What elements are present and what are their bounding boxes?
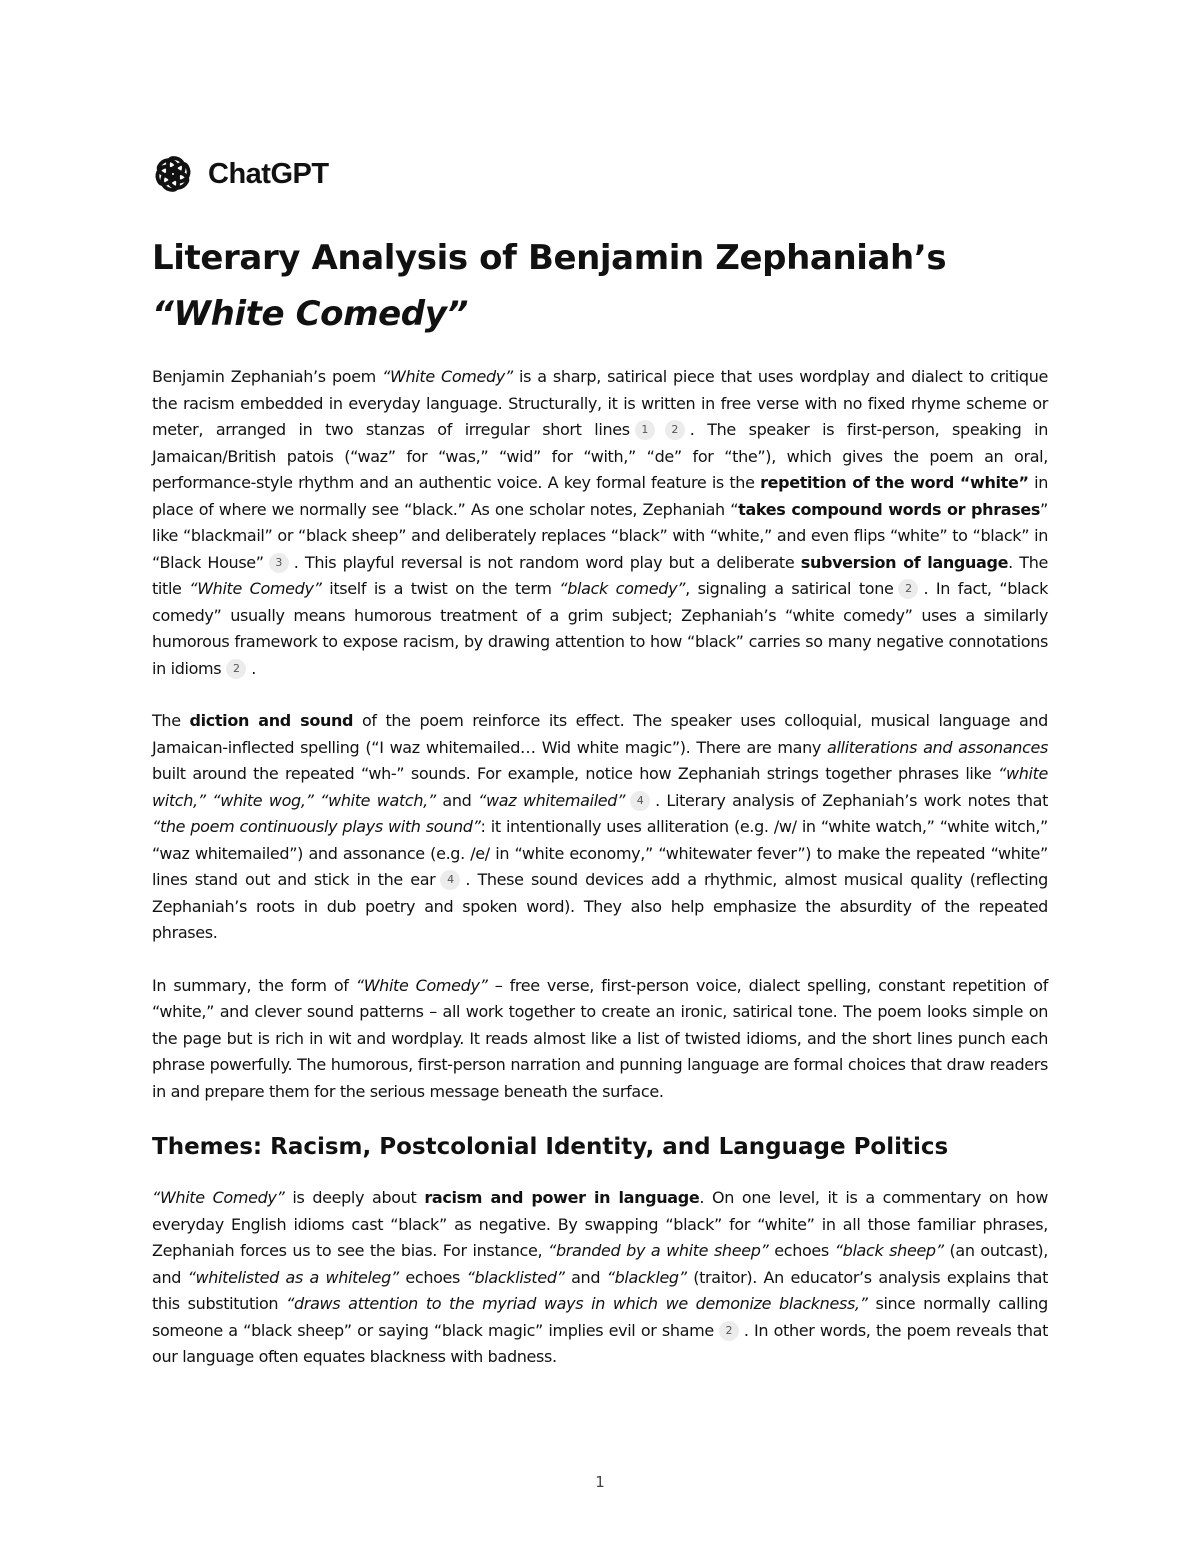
text-run: . These sound devices add a rhythmic, almost musical quality (reflecting Zephaniah’s roots in dub poetry and spoken word). They also help emphasize the absurdity of the repeated phrases. xyxy=(152,870,1048,942)
italic-run: “branded by a white sheep” xyxy=(548,1241,769,1260)
italic-run: alliterations and assonances xyxy=(827,737,1048,757)
citation-badge[interactable]: 2 xyxy=(665,420,685,440)
text-run: . This playful reversal is not random word play but a deliberate xyxy=(293,552,801,572)
text-run: , signaling a satirical tone xyxy=(685,579,894,598)
text-run: echoes xyxy=(768,1241,835,1260)
italic-run: “blackleg” xyxy=(606,1267,687,1287)
text-run: . The speaker is first-person, speaking in Jamaican/British patois (“waz” for “was,” “wid” for “with,” “de” for “the”), which gives the poem an oral, performance-style rhythm and an authentic voice. A key formal feature is the xyxy=(152,420,1048,492)
page-number: 1 xyxy=(595,1473,605,1491)
italic-run: “draws attention to the myriad ways in which we demonize blackness,” xyxy=(286,1294,868,1313)
italic-run: “waz whitemailed” xyxy=(478,790,626,810)
italic-run: “blacklisted” xyxy=(466,1267,565,1287)
text-run: . xyxy=(251,658,257,678)
italic-run: “white witch,” “white wog,” “white watch,” xyxy=(152,764,1048,810)
text-run: (an outcast), and xyxy=(152,1241,1049,1287)
text-run: is deeply about xyxy=(284,1188,425,1207)
text-run: . In fact, “black comedy” usually means humorous treatment of a grim subject; Zephaniah’s “white comedy” uses a similarly humorous framework to expose racism, by drawing attention to how “black” carries so many negative connotations in idioms xyxy=(152,579,1048,678)
italic-run: “the poem continuously plays with sound” xyxy=(152,817,481,836)
italic-run: “White Comedy” xyxy=(382,367,513,386)
italic-run: “whitelisted as a whiteleg” xyxy=(187,1267,399,1287)
citation-badge[interactable]: 2 xyxy=(719,1321,739,1341)
bold-run: takes compound words or phrases xyxy=(738,499,1041,519)
citation-badge[interactable]: 2 xyxy=(898,579,918,599)
section-heading: Themes: Racism, Postcolonial Identity, and Language Politics xyxy=(152,1134,949,1160)
text-run: – free verse, first-person voice, dialect spelling, constant repetition of “white,” and clever sound patterns – all work together to create an ironic, satirical tone. The poem looks simple on the page but is rich in wit and wordplay. It reads almost like a list of twisted idioms, and the short lines punch each phrase powerfully. The humorous, first-person narration and punning language are formal choices that draw readers in and prepare them for the serious message beneath the surface. xyxy=(152,975,1048,1101)
text-run: . Literary analysis of Zephaniah’s work notes that xyxy=(655,790,1048,810)
text-run: of the poem reinforce its effect. The speaker uses colloquial, musical language and Jamaican-inflected spelling (“I waz whitemailed… Wid white magic”). There are many xyxy=(152,711,1048,757)
citation-badge[interactable]: 2 xyxy=(226,659,246,679)
document-page xyxy=(152,150,1048,1397)
text-run: is a sharp, satirical piece that uses wordplay and dialect to critique the racism embedded in everyday language. Structurally, it is written in free verse with no fixed rhyme scheme or meter, arranged in two stanzas of irregular short lines xyxy=(152,367,1048,439)
text-run: . On one level, it is a commentary on how everyday English idioms cast “black” as negative. By swapping “black” for “white” in all those familiar phrases, Zephaniah forces us to see the bias. For instance, xyxy=(152,1188,1048,1260)
italic-run: “White Comedy” xyxy=(152,1188,285,1207)
text-run: built around the repeated “wh-” sounds. For example, notice how Zephaniah strings together phrases like xyxy=(152,764,999,783)
text-run: The xyxy=(152,711,190,730)
bold-run: racism and power in language xyxy=(424,1188,700,1207)
text-run: ” like “blackmail” or “black sheep” and deliberately replaces “black” with “white,” and even flips “white” to “black” in “Black House” xyxy=(152,499,1048,572)
citation-badge[interactable]: 3 xyxy=(269,553,289,573)
text-run: and xyxy=(564,1267,607,1287)
italic-run: “black sheep” xyxy=(834,1241,944,1260)
paragraph-summary xyxy=(152,973,1048,1106)
paragraph-diction xyxy=(152,708,1048,947)
italic-run: “White Comedy” xyxy=(355,975,488,995)
paragraph-themes xyxy=(152,1185,1048,1371)
openai-logo-icon xyxy=(152,153,194,195)
text-run: In summary, the form of xyxy=(152,975,356,995)
brand-header xyxy=(152,150,1048,198)
document-title xyxy=(152,230,1048,342)
paragraph-form xyxy=(152,364,1048,682)
citation-badge[interactable]: 4 xyxy=(440,870,460,890)
bold-run: diction and sound xyxy=(189,711,354,730)
italic-run: “White Comedy” xyxy=(189,579,322,598)
text-run: . The title xyxy=(152,552,1048,598)
brand-name: ChatGPT xyxy=(208,157,329,190)
text-run: (traitor). An educator’s analysis explains that this substitution xyxy=(152,1267,1049,1313)
text-run: echoes xyxy=(398,1267,467,1287)
citation-badge[interactable]: 4 xyxy=(630,791,650,811)
text-run: . In other words, the poem reveals that our language often equates blackness with badness. xyxy=(152,1320,1048,1366)
text-run: itself is a twist on the term xyxy=(321,579,560,598)
text-run: : it intentionally uses alliteration (e.g. /w/ in “white watch,” “white witch,” “waz whitemailed”) and assonance (e.g. /e/ in “white economy,” “whitewater fever”) to make the repeated “white” lines stand out and stick in the ear xyxy=(152,817,1048,889)
text-run: and xyxy=(435,790,479,810)
text-run: Benjamin Zephaniah’s poem xyxy=(152,367,383,386)
bold-run: subversion of language xyxy=(800,552,1009,572)
title-poem-name: “White Comedy” xyxy=(152,294,469,334)
bold-run: repetition of the word “white” xyxy=(760,473,1029,492)
text-run: since normally calling someone a “black sheep” or saying “black magic” implies evil or shame xyxy=(152,1294,1048,1340)
text-run: in place of where we normally see “black.” As one scholar notes, Zephaniah “ xyxy=(152,473,1048,519)
italic-run: “black comedy” xyxy=(559,579,686,598)
title-text: Literary Analysis of Benjamin Zephaniah’s xyxy=(152,238,947,278)
citation-badge[interactable]: 1 xyxy=(635,420,655,440)
